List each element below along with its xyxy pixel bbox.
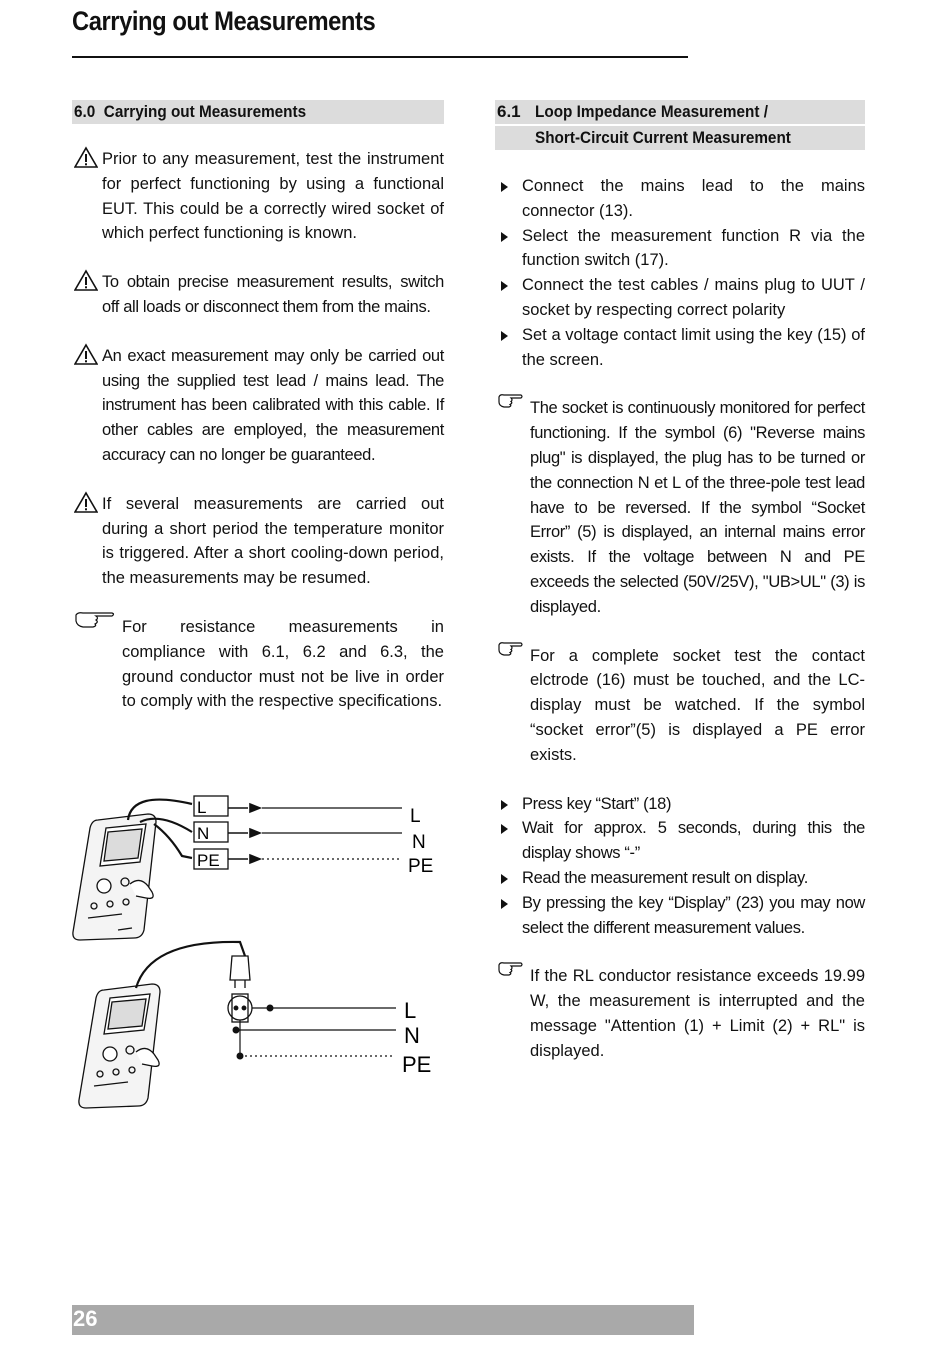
warning-icon — [74, 491, 98, 515]
pointing-hand-icon — [74, 609, 116, 631]
section-heading-6-1 — [495, 100, 865, 124]
section-number: 6.1 — [497, 102, 521, 121]
pointing-hand-icon — [497, 640, 523, 658]
step-list-2 — [495, 792, 865, 941]
list-item: Connect the mains lead to the mains connector (13). — [495, 174, 865, 224]
tester-device-bottom — [79, 984, 160, 1108]
bullet-arrow-icon — [501, 281, 508, 291]
warning-paragraph: An exact measurement may only be carried out using the supplied test lead / mains lead. The instrument has been calibrated with this cable. If other cables are employed, the measurement accuracy can no longer be guaranteed. — [72, 344, 444, 468]
note-paragraph: For a complete socket test the contact elctrode (16) must be touched, and the LC-display must be watched. If the symbol “socket error”(5) is displayed a PE error exists. — [495, 644, 865, 768]
bullet-arrow-icon — [501, 182, 508, 192]
tester-device-top — [73, 814, 156, 940]
bullet-arrow-icon — [501, 824, 508, 834]
pointing-hand-icon — [497, 392, 523, 410]
line-label-pe: PE — [408, 856, 434, 877]
list-item: Connect the test cables / mains plug to UUT / socket by respecting correct polarity — [495, 273, 865, 323]
bullet-arrow-icon — [501, 232, 508, 242]
section-heading-6-1-line-2 — [495, 126, 865, 150]
box-label-l: L — [197, 798, 207, 817]
page-number: 26 — [73, 1306, 98, 1331]
bullet-arrow-icon — [501, 874, 508, 884]
title-rule — [72, 56, 688, 58]
page-title: Carrying out Measurements — [72, 6, 376, 36]
warning-paragraph: To obtain precise measurement results, switch off all loads or disconnect them from the mains. — [72, 270, 444, 320]
pointing-hand-icon — [497, 960, 523, 978]
bullet-arrow-icon — [501, 899, 508, 909]
warning-icon — [74, 269, 98, 293]
warning-paragraph: If several measurements are carried out during a short period the temperature monitor is triggered. After a short cooling-down period, the measurements may be resumed. — [72, 492, 444, 591]
bullet-arrow-icon — [501, 800, 508, 810]
box-label-pe: PE — [197, 851, 220, 870]
list-item: Read the measurement result on display. — [495, 866, 865, 891]
list-item: Set a voltage contact limit using the key (15) of the screen. — [495, 323, 865, 373]
box-label-n: N — [197, 824, 210, 843]
list-item: Press key “Start” (18) — [495, 792, 865, 817]
warning-paragraph: Prior to any measurement, test the instrument for perfect functioning by using a functional EUT. This could be a correctly wired socket of which perfect functioning is known. — [72, 147, 444, 246]
line-label-n: N — [404, 1023, 420, 1048]
line-label-pe: PE — [402, 1052, 432, 1077]
note-paragraph: For resistance measurements in compliance with 6.1, 6.2 and 6.3, the ground conductor must not be live in order to comply with the respective specifications. — [72, 615, 444, 714]
note-paragraph: The socket is continuously monitored for perfect functioning. If the symbol (6) "Reverse mains plug" is displayed, the plug has to be turned or the connection N et L of the three-pole test lead have to be reversed. If the symbol “Socket Error” (5) is displayed, an internal mains error exists. If the voltage between N and PE exceeds the selected (50V/25V), "UB>UL" (3) is displayed. — [495, 396, 865, 619]
line-label-n: N — [412, 832, 426, 853]
list-item: Select the measurement function R via the function switch (17). — [495, 224, 865, 274]
line-label-l: L — [404, 998, 417, 1023]
right-column — [495, 100, 865, 1064]
warning-icon — [74, 343, 98, 367]
note-paragraph: If the RL conductor resistance exceeds 19.99 W, the measurement is interrupted and the message "Attention (1) + Limit (2) + RL" is displayed. — [495, 964, 865, 1063]
footer-bar — [72, 1305, 694, 1335]
section-title: Carrying out Measurements — [103, 102, 307, 121]
list-item: By pressing the key “Display” (23) you may now select the different measurement values. — [495, 891, 865, 941]
connection-diagram — [70, 780, 440, 1110]
section-number: 6.0 — [74, 102, 96, 121]
line-label-l: L — [410, 806, 421, 827]
section-heading-6-0 — [72, 100, 444, 124]
list-item: Wait for approx. 5 seconds, during this the display shows “-” — [495, 816, 865, 866]
section-title-line-2: Short-Circuit Current Measurement — [535, 128, 791, 147]
bullet-arrow-icon — [501, 331, 508, 341]
warning-icon — [74, 146, 98, 170]
section-title-line-1: Loop Impedance Measurement / — [535, 102, 768, 121]
left-column — [72, 100, 444, 714]
step-list-1 — [495, 174, 865, 372]
